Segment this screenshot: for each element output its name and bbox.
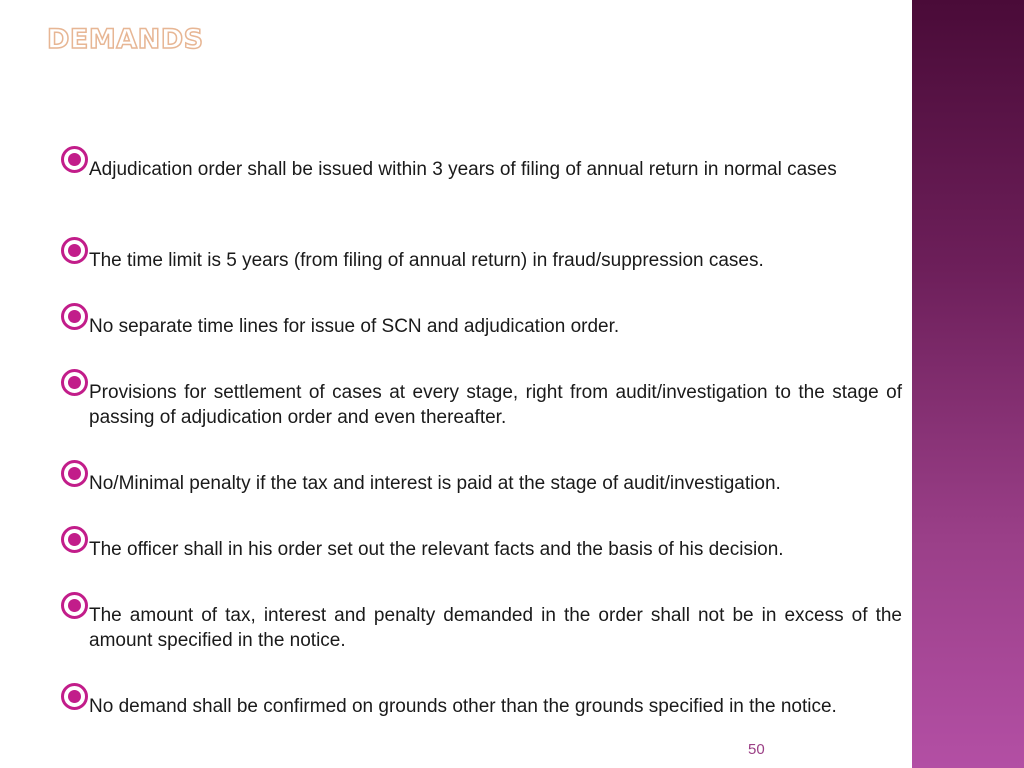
bullet-text: The amount of tax, interest and penalty demanded in the order shall not be in excess of the amount specified in the notice.: [89, 605, 902, 651]
target-circle-icon: [60, 302, 89, 331]
bullet-item: [60, 603, 902, 653]
target-circle-icon: [60, 591, 89, 620]
target-circle-icon: [60, 145, 89, 174]
side-decorative-band: [912, 0, 1024, 768]
bullet-text: No/Minimal penalty if the tax and interest is paid at the stage of audit/investigation.: [89, 473, 781, 494]
bullet-item: [60, 314, 902, 339]
target-circle-icon: [60, 525, 89, 554]
bullet-item: [60, 380, 902, 430]
bullet-item: [60, 248, 902, 273]
bullet-item: [60, 694, 902, 719]
page-number: 50: [748, 741, 765, 758]
bullet-text: The officer shall in his order set out the relevant facts and the basis of his decision.: [89, 539, 784, 560]
bullet-text: No demand shall be confirmed on grounds other than the grounds specified in the notice.: [89, 696, 837, 717]
bullet-text: The time limit is 5 years (from filing of annual return) in fraud/suppression cases.: [89, 250, 764, 271]
bullet-item: [60, 537, 902, 562]
bullet-text: Provisions for settlement of cases at every stage, right from audit/investigation to the stage of passing of adjudication order and even thereafter.: [89, 382, 902, 428]
bullet-item: [60, 157, 902, 182]
bullet-item: [60, 471, 902, 496]
bullet-text: Adjudication order shall be issued within 3 years of filing of annual return in normal cases: [89, 159, 837, 180]
bullet-text: No separate time lines for issue of SCN and adjudication order.: [89, 316, 620, 337]
slide-title: DEMANDS: [47, 24, 204, 55]
target-circle-icon: [60, 682, 89, 711]
target-circle-icon: [60, 368, 89, 397]
target-circle-icon: [60, 459, 89, 488]
target-circle-icon: [60, 236, 89, 265]
